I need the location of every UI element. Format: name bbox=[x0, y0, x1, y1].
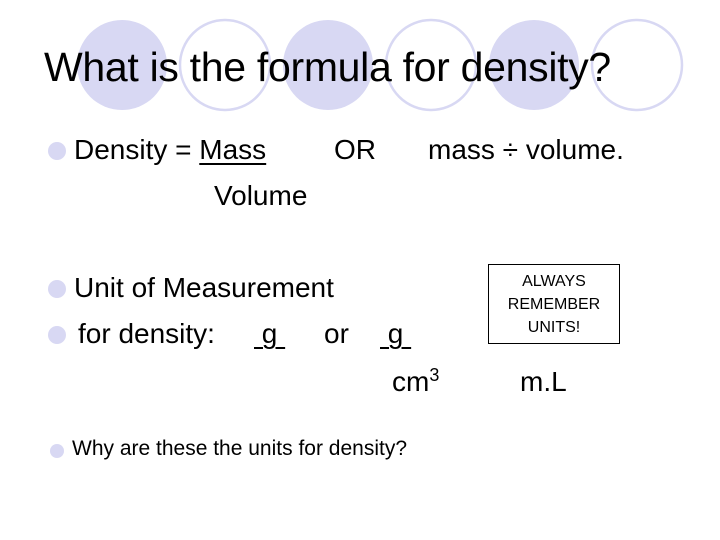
mass-numerator: Mass bbox=[199, 134, 267, 165]
bullet-icon bbox=[48, 142, 66, 160]
unit-heading: Unit of Measurement bbox=[74, 272, 334, 303]
cubic-centimeters bbox=[392, 366, 439, 398]
bullet-icon bbox=[48, 280, 66, 298]
slide-title: What is the formula for density? bbox=[44, 44, 611, 90]
unit-or: or bbox=[324, 318, 349, 349]
density-formula-line bbox=[74, 134, 266, 166]
bullet-icon bbox=[48, 326, 66, 344]
always-remember-units-callout bbox=[488, 264, 620, 344]
why-question: Why are these the units for density? bbox=[72, 437, 408, 460]
volume-denominator: Volume bbox=[214, 180, 308, 211]
mass-divided-by-volume: mass ÷ volume. bbox=[428, 134, 624, 165]
or-word: OR bbox=[334, 134, 376, 165]
milliliters: m.L bbox=[520, 366, 567, 397]
unit-grams: g bbox=[254, 318, 286, 349]
unit-grams-numerator: g bbox=[380, 318, 412, 349]
cm-base: cm bbox=[392, 366, 430, 397]
cm-exponent: 3 bbox=[429, 365, 440, 385]
density-label: Density = bbox=[74, 134, 200, 165]
callout-text: ALWAYS REMEMBER UNITS! bbox=[507, 272, 601, 336]
bullet-icon bbox=[50, 444, 64, 458]
unit-line-label: for density: bbox=[78, 318, 215, 349]
